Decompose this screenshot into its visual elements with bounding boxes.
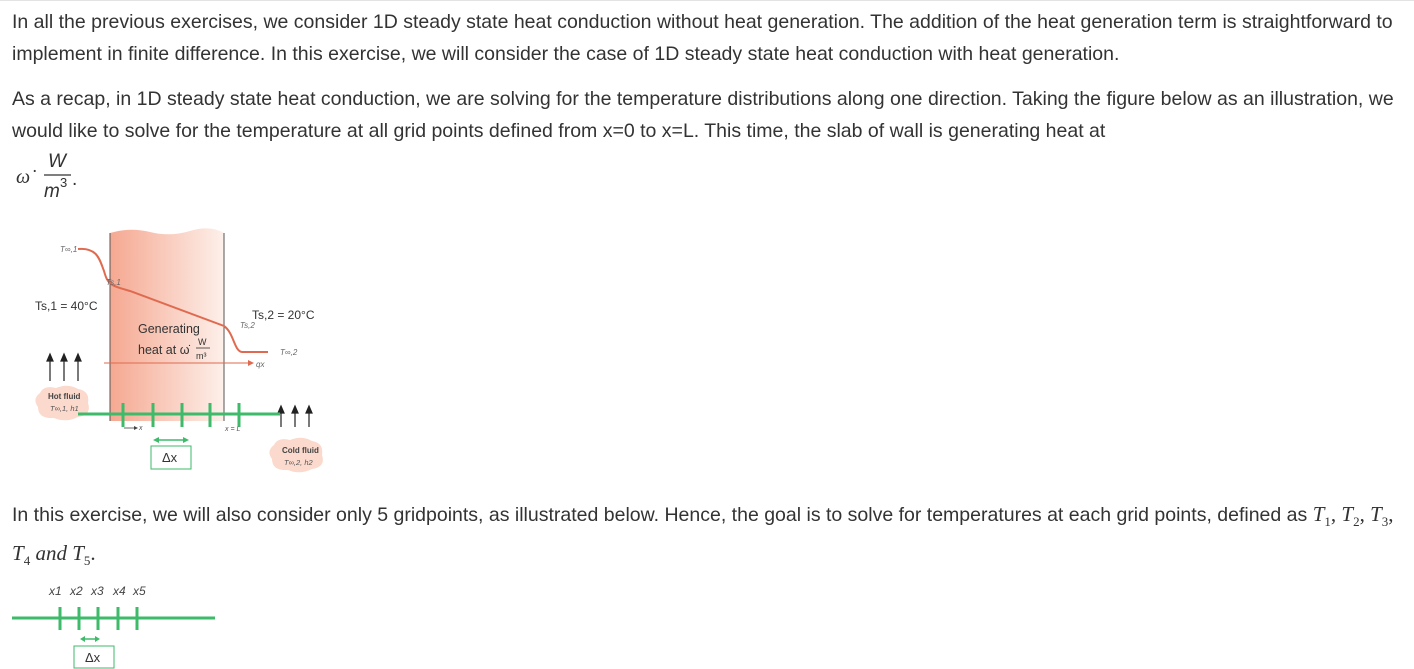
heat-at-label: heat at ω̇: [138, 343, 190, 357]
t-inf2-label: T∞,2: [280, 348, 298, 357]
ts1-value-label: Ts,1 = 40°C: [35, 299, 98, 313]
formula-period: .: [72, 169, 78, 190]
and-word: and: [35, 540, 67, 565]
x1-label: x1: [49, 584, 62, 598]
cold-fluid-label: Cold fluid: [282, 446, 319, 455]
heat-flow-arrowhead: [248, 360, 254, 366]
t5-symbol: T: [72, 540, 84, 565]
t4-subscript: 4: [23, 552, 31, 568]
slab-heat-generation-figure: [20, 221, 330, 481]
x-equals-l-label: x = L: [225, 426, 241, 433]
x3-label: x3: [91, 584, 104, 598]
heat-generation-formula: [14, 149, 154, 205]
comma-2: ,: [1359, 502, 1365, 526]
gridpoint-labels: [48, 584, 146, 598]
hot-fluid-arrows: [47, 354, 81, 381]
ts1-small-label: Ts,1: [106, 278, 121, 287]
ts2-small-label: Ts,2: [240, 321, 255, 330]
hot-fluid-sub-label: T∞,1, h1: [50, 404, 79, 413]
t2-symbol: T: [1341, 502, 1354, 526]
gridpoint-dx-arrow-right: [95, 636, 100, 642]
delta-x-arrow-left: [153, 437, 159, 443]
x5-label: x5: [133, 584, 146, 598]
t3-symbol: T: [1370, 502, 1382, 526]
t5-subscript: 5: [83, 552, 91, 568]
gridpoint-dx-arrow-left: [80, 636, 85, 642]
intro-paragraph: In all the previous exercises, we consider 1D steady state heat conduction without heat generation. The addition of the heat generation term is straightforward to implement in finite difference. In this exercise, we will consider the case of 1D steady state heat conduction with heat generation.: [12, 11, 1393, 65]
generating-label: Generating: [138, 322, 200, 336]
t3-subscript: 3: [1381, 514, 1389, 530]
cold-fluid-arrows: [278, 406, 312, 427]
t1-subscript: 1: [1324, 514, 1331, 530]
unit-numerator: W: [48, 151, 66, 172]
unit-exponent: 3: [60, 175, 68, 190]
cold-fluid-sub-label: T∞,2, h2: [284, 458, 313, 467]
unit-denominator: m: [44, 181, 60, 202]
t1-symbol: T: [1312, 502, 1325, 526]
x-axis-arrowhead: [134, 426, 138, 430]
gridpoint-dx-label: Δx: [85, 650, 101, 665]
qx-label: qx: [256, 360, 265, 369]
omega-dot-symbol: ω̇: [16, 166, 31, 188]
comma-3: ,: [1388, 502, 1394, 526]
delta-x-label: Δx: [162, 450, 178, 465]
x4-label: x4: [113, 584, 126, 598]
five-gridpoints-figure: [12, 583, 232, 669]
t-inf1-label: T∞,1: [60, 245, 78, 254]
cold-fluid-cloud: [269, 438, 322, 473]
ts2-value-label: Ts,2 = 20°C: [252, 308, 315, 322]
x2-label: x2: [70, 584, 83, 598]
generation-unit-numerator: W: [198, 337, 207, 347]
delta-x-arrow-right: [183, 437, 189, 443]
generation-unit-denominator: m³: [196, 351, 207, 361]
comma-1: ,: [1330, 502, 1337, 526]
gridpoints-paragraph: [12, 499, 1407, 576]
t2-subscript: 2: [1353, 514, 1360, 530]
hot-fluid-label: Hot fluid: [48, 392, 81, 401]
sentence-period: .: [90, 540, 96, 565]
recap-paragraph: As a recap, in 1D steady state heat conduction, we are solving for the temperature distributions along one direction. Taking the figure below as an illustration, we would like to solve for the temperature at all grid points defined from x=0 to x=L. This time, the slab of wall is generating heat at: [12, 88, 1394, 142]
x-axis-label: x: [139, 425, 143, 432]
t4-symbol: T: [12, 540, 24, 565]
gridpoints-text: In this exercise, we will also consider only 5 gridpoints, as illustrated below. Hence, the goal is to solve for temperatures at each grid points, defined as: [12, 504, 1308, 526]
